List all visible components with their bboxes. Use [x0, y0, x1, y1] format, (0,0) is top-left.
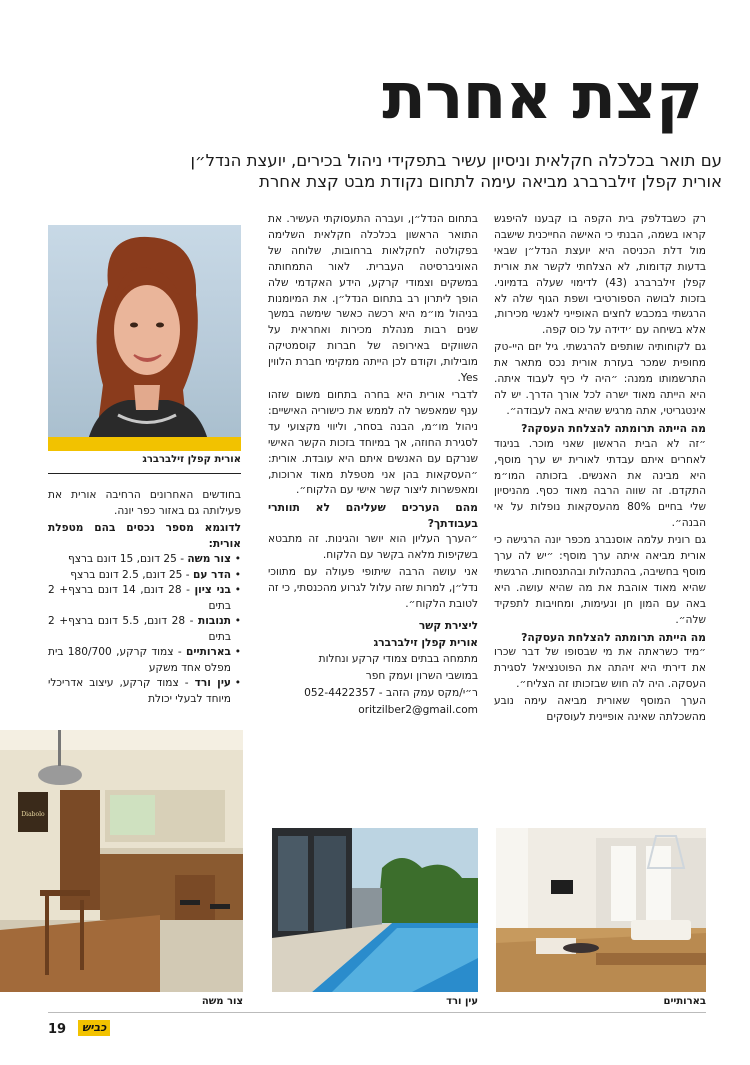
property-list-item	[48, 552, 241, 568]
interview-question: מה הייתה תרומתה להצלחת העסקה?	[521, 630, 706, 644]
contact-phone: ר״י/מקס עמק הזהב - 052-4422357	[304, 687, 478, 700]
sidebar-lead: בחודשים האחרונים הרחיבה אורית את פעילותה גם באזור כפר יונה.	[48, 489, 241, 517]
property-location: הדר עם	[192, 568, 231, 581]
article-subtitle	[20, 150, 722, 192]
contact-title: ליצירת קשר	[418, 619, 478, 632]
sidebar-list-title: לדוגמא מספר נכסים בהם מטפלת אורית:	[48, 522, 241, 550]
property-details: - צמוד קרקע, עיצוב אדריכלי מיוחד לבעלי יכולת	[48, 677, 231, 705]
article-paragraph: ״מיד כשראתה את מי שבסופו של דבר שכרו את דירתי היא זיהתה את הפוטנציאל לסגירת העסקה. היה לה חוש שבזכותו זה הצליח״.	[494, 646, 706, 691]
contact-line-1: מתמחה בבתים צמודי קרקע ונחלות	[318, 653, 478, 666]
article-paragraph: גם לקוחותיה שותפים להרגשתי. גיל יזם היי-טק מחופית שמכר בעזרת אורית נכס מתאר את התרשמותו ממנה: ״היה לי כיף לעבוד איתה. היא הייתה מאוד ישרה לכל אורך הדרך. יש לה אינטגריטי, אתה מרגיש שהיא באה לעבודה״.	[494, 341, 706, 417]
property-details: - 25 דונם, 15 דונם ברצף	[67, 553, 188, 565]
property-location: בני ציון	[194, 584, 231, 596]
property-list-item	[48, 583, 241, 614]
article-title: קצת אחרת	[382, 60, 702, 134]
living-room-photo	[496, 828, 706, 992]
property-location: בארותיים	[185, 646, 232, 658]
article-paragraph: גם רונית עלמה אוסנברג מכפר יונה הרגישה כי אורית מביאה איתה ערך מוסף: ״יש לה ערך מוסף בחשיבה, בהתנהלות ובהתנסחות. הרגשתי שהיא מאוד אוהבת את מה שהיא עושה. היא באה עם המון חן ונעימות, ומחויבות לתפקיד שלה״.	[494, 534, 706, 626]
property-list-item	[48, 568, 241, 584]
property-location: תנובות	[198, 615, 232, 627]
property-list-item	[48, 614, 241, 645]
article-paragraph: אני עושה הרבה שיתופי פעולה עם מתווכי נדל״ן, למרות שזה עלול לגרוע מהכנסתי, כי זה לטובת הלקוח״.	[268, 565, 478, 610]
property-list	[48, 552, 241, 707]
sidebar-divider	[48, 473, 241, 474]
article-paragraph: ״זה לא הבית הראשון שאני מוכר. בניגוד לאחרים איתם עבדתי לאורית יש ערך מוסף, היא מבינה את האנשים. בזכותה המו״מ התקדם. זה שווה הרבה מאוד כסף. מהניסיון שלי בחיים 80% מהעסקאות נופלות על אי הבנה״.	[494, 437, 706, 530]
interview-question: מה הייתה תרומתה להצלחת העסקה?	[521, 421, 706, 435]
kitchen-photo	[0, 730, 243, 992]
page-number: 19	[48, 1022, 67, 1037]
sidebar	[48, 488, 241, 707]
pool-photo	[272, 828, 478, 992]
article-paragraph: הערך המוסף שאורית מביאה עימה נובע מהשכלתה שאינה אופיינית לעוסקים	[494, 695, 706, 724]
article-paragraph: לדברי אורית היא בחרה בתחום משום שזהו ענף שמאפשר לה לממש את כישוריה האישיים: ניהול מו״מ, הבנה בסחר, וליווי מקצועי עד לסגירת החוזה, אך במיוחד בזכות הקשר האישי שנרקם עם האנשים איתם היא עובדת. אורית: ״העסקאות בהן אני מטפלת מאוד ארוכות, ומאפשרות ליצור קשר אישי עם הלקוח״.	[268, 388, 478, 497]
property-details: - 28 דונם, 5.5 דונם ברצף+ 2 בתים	[48, 615, 231, 643]
property-location: צור משה	[187, 553, 231, 565]
article-column-middle-body	[268, 212, 478, 613]
living-room-caption: בארותיים	[663, 996, 706, 1007]
article-paragraph: ״הערך העליון הוא יושר והגינות. זה מתבטא בשקיפות מלאה בקשר עם הלקוח.	[268, 533, 478, 562]
contact-line-2: במושבי השרון ועמק חפר	[365, 670, 478, 683]
footer-divider	[48, 1012, 706, 1013]
portrait-accent-bar	[48, 437, 241, 451]
contact-email[interactable]: oritzilber2@gmail.com	[358, 704, 478, 717]
article-paragraph: בתחום הנדל״ן, ועברה התעסוקתי העשיר. את התואר הראשון בכלכלה חקלאית השלימה בפקולטה לחקלאות ברחובות, שלוחה של האוניברסיטה העברית. לאור התמחותה במשקים וצמודי קרקע, הידע האקדמי שלה הופך ליתרון רב בתחום הנדל״ן. את המיומנות בניהול מו״מ היא רכשה כאשר שימשה במשך שנים רבות מנהלת מכירות ואחראית על השווקים באירופה של חברות קוסמטיקה מובילות, וקודם לכן הייתה ממקימי חברת הלווין Yes.	[268, 213, 478, 385]
subtitle-line-1: עם תואר בכלכלה חקלאית וניסיון עשיר בתפקידי ניהול בכירים, יועצת הנדל״ן	[190, 151, 722, 170]
property-location: עין ורד	[194, 677, 231, 689]
pool-caption: עין ורד	[446, 996, 478, 1007]
kitchen-sign-text: Diabolo	[21, 811, 45, 818]
property-details: - 25 דונם, 2.5 דונם ברצף	[70, 568, 193, 581]
property-list-item	[48, 645, 241, 676]
article-paragraph: רק כשבדלפק בית הקפה בו קבענו להיפגש קראו בשמה, הבנתי כי האישה החייכנית שישבה מול דלת הכניסה היא יועצת הנדל״ן שבאי בדעות קדומות, לא הצלחתי לקשר את אורית קפלן זילברברג (43) לדימוי שעלה בדמיוני. בזכות לבושה הספורטיבי ושפת הגוף שלה לא הרגשתי במכבש לחצים האופייני לאנשי מכירות, אלא בשיחה עם ׳ידידה על כוס קפה.	[494, 213, 706, 337]
property-details: - צמוד קרקע, 180/700 בית מפלס אחד משקע	[48, 646, 231, 674]
magazine-logo: כביש	[78, 1020, 110, 1036]
interview-question: מהם הערכים שעליהם לא תוותרי בעבודתך?	[268, 501, 478, 531]
subtitle-line-2: אורית קפלן זילברברג מביאה עימה לתחום נקודת מבט קצת אחרת	[259, 172, 722, 191]
article-column-right	[494, 212, 706, 727]
portrait-photo	[48, 225, 241, 440]
property-details: - 28 דונם, 14 דונם ברצף+ 2 בתים	[48, 584, 231, 612]
article-column-middle	[268, 212, 478, 719]
portrait-caption: אורית קפלן זילברברג	[142, 454, 241, 465]
contact-name: אורית קפלן זילברברג	[373, 636, 478, 649]
kitchen-caption: צור משה	[201, 996, 243, 1007]
property-list-item	[48, 676, 241, 707]
